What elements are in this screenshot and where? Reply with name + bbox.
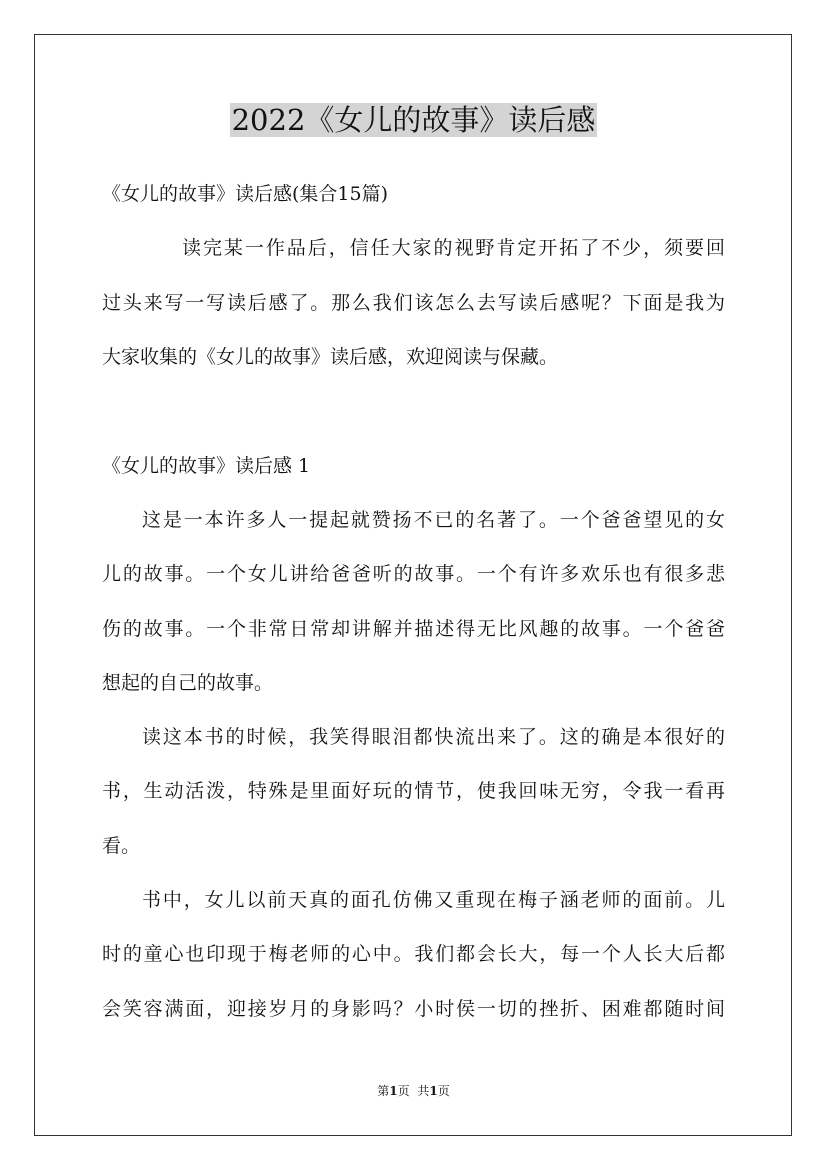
paragraph3-line-3: 会笑容满面，迎接岁月的身影吗？小时侯一切的挫折、困难都随时间 (102, 998, 725, 1020)
footer-prefix: 第 (377, 1084, 390, 1098)
footer-total-prefix: 共 (417, 1084, 430, 1098)
paragraph3-line-1: 书中，女儿以前天真的面孔仿佛又重现在梅子涵老师的面前。儿 (142, 889, 725, 911)
paragraph2-line-1: 读这本书的时候，我笑得眼泪都快流出来了。这的确是本很好的 (142, 726, 725, 748)
footer-current-page: 1 (389, 1084, 398, 1098)
footer-total-pages: 1 (429, 1084, 438, 1098)
paragraph1-line-3: 伤的故事。一个非常日常却讲解并描述得无比风趣的故事。一个爸爸 (102, 618, 725, 640)
document-title-text: 2022《女儿的故事》读后感 (231, 103, 596, 137)
page-footer (0, 1083, 827, 1099)
paragraph1-line-4: 想起的自己的故事。 (102, 672, 274, 694)
paragraph3-line-2: 时的童心也印现于梅老师的心中。我们都会长大，每一个人长大后都 (102, 943, 725, 965)
paragraph1-line-1: 这是一本许多人一提起就赞扬不已的名著了。一个爸爸望见的女 (142, 509, 725, 531)
document-subtitle: 《女儿的故事》读后感(集合15篇) (102, 183, 389, 205)
intro-line-1: 读完某一作品后，信任大家的视野肯定开拓了不少，须要回 (182, 237, 725, 259)
document-title (0, 100, 827, 140)
intro-line-2: 过头来写一写读后感了。那么我们该怎么去写读后感呢？下面是我为 (102, 292, 725, 314)
section-heading: 《女儿的故事》读后感 1 (102, 455, 311, 477)
footer-page-suffix: 页 (397, 1084, 410, 1098)
footer-total-suffix: 页 (437, 1084, 450, 1098)
paragraph1-line-2: 儿的故事。一个女儿讲给爸爸听的故事。一个有许多欢乐也有很多悲 (102, 563, 725, 585)
paragraph2-line-3: 看。 (102, 835, 141, 857)
paragraph2-line-2: 书，生动活泼，特殊是里面好玩的情节，使我回味无穷，令我一看再 (102, 780, 725, 802)
intro-line-3: 大家收集的《女儿的故事》读后感，欢迎阅读与保藏。 (102, 346, 559, 368)
